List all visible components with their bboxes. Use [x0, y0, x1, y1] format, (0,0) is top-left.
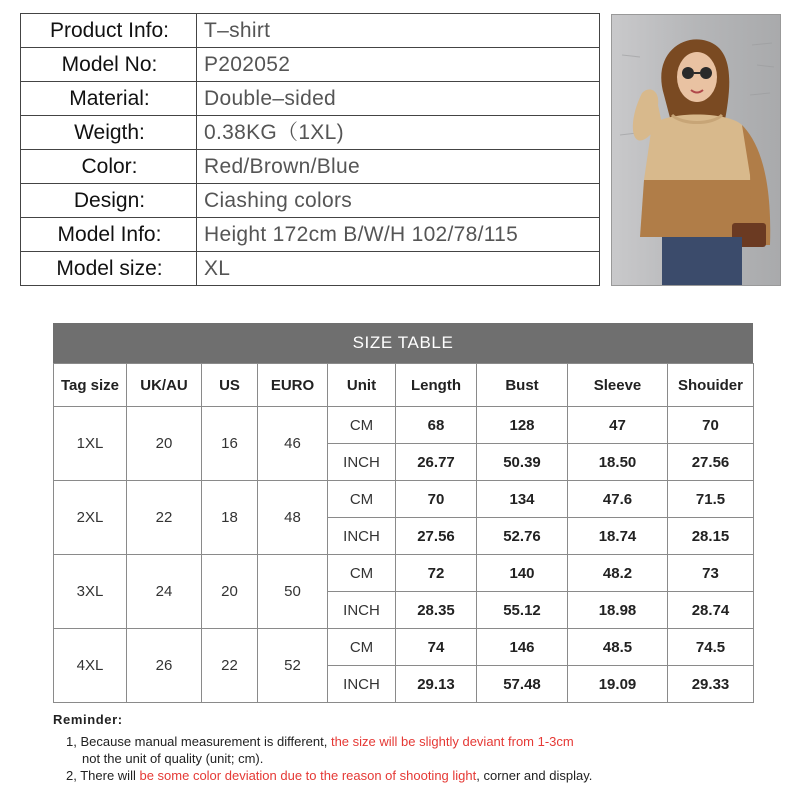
table-row	[54, 555, 754, 592]
length-cell: 70	[396, 481, 477, 518]
info-value: P202052	[197, 48, 600, 82]
tag-size-cell: 3XL	[54, 555, 127, 629]
col-header: US	[202, 364, 258, 407]
shoulder-cell: 74.5	[668, 629, 754, 666]
model-photo	[611, 14, 781, 286]
bust-cell: 57.48	[477, 666, 568, 703]
us-cell: 22	[202, 629, 258, 703]
reminder-highlight: the size will be slightly deviant from 1-3cm	[330, 734, 574, 749]
info-key: Color:	[81, 155, 138, 178]
col-header: EURO	[258, 364, 328, 407]
sleeve-cell: 18.98	[568, 592, 668, 629]
info-row	[21, 184, 600, 218]
info-row	[21, 48, 600, 82]
info-value: Double–sided	[197, 82, 600, 116]
uk-au-cell: 20	[127, 407, 202, 481]
unit-cell: CM	[328, 555, 396, 592]
shoulder-cell: 29.33	[668, 666, 754, 703]
shoulder-cell: 28.74	[668, 592, 754, 629]
bust-cell: 146	[477, 629, 568, 666]
unit-cell: INCH	[328, 592, 396, 629]
sleeve-cell: 18.74	[568, 518, 668, 555]
info-key: Model size:	[56, 257, 163, 280]
unit-cell: CM	[328, 407, 396, 444]
info-key: Material:	[69, 87, 150, 110]
tag-size-cell: 4XL	[54, 629, 127, 703]
info-value: 0.38KG（1XL)	[197, 116, 600, 150]
bust-cell: 128	[477, 407, 568, 444]
info-row	[21, 150, 600, 184]
reminder-line-1	[66, 733, 783, 751]
sleeve-cell: 18.50	[568, 444, 668, 481]
reminder-line-1-cont: not the unit of quality (unit; cm).	[82, 751, 264, 766]
size-table-header	[54, 364, 754, 407]
length-cell: 74	[396, 629, 477, 666]
euro-cell: 50	[258, 555, 328, 629]
model-illustration	[612, 15, 780, 285]
info-value: Ciashing colors	[197, 184, 600, 218]
length-cell: 68	[396, 407, 477, 444]
tag-size-cell: 2XL	[54, 481, 127, 555]
length-cell: 28.35	[396, 592, 477, 629]
info-value: Height 172cm B/W/H 102/78/115	[197, 218, 600, 252]
us-cell: 18	[202, 481, 258, 555]
sleeve-cell: 48.2	[568, 555, 668, 592]
info-value: Red/Brown/Blue	[197, 150, 600, 184]
info-value: XL	[197, 252, 600, 286]
info-row	[21, 116, 600, 150]
reminder-text: 2, There will	[66, 768, 140, 783]
unit-cell: INCH	[328, 444, 396, 481]
shoulder-cell: 71.5	[668, 481, 754, 518]
shoulder-cell: 28.15	[668, 518, 754, 555]
bust-cell: 140	[477, 555, 568, 592]
info-value: T–shirt	[197, 14, 600, 48]
length-cell: 26.77	[396, 444, 477, 481]
table-row	[54, 407, 754, 444]
table-row	[54, 481, 754, 518]
sleeve-cell: 19.09	[568, 666, 668, 703]
sleeve-cell: 48.5	[568, 629, 668, 666]
info-row	[21, 82, 600, 116]
info-key: Weigth:	[74, 121, 145, 144]
euro-cell: 48	[258, 481, 328, 555]
unit-cell: INCH	[328, 666, 396, 703]
col-header: Sleeve	[568, 364, 668, 407]
col-header: Unit	[328, 364, 396, 407]
sleeve-cell: 47	[568, 407, 668, 444]
bust-cell: 55.12	[477, 592, 568, 629]
info-row	[21, 218, 600, 252]
bust-cell: 50.39	[477, 444, 568, 481]
euro-cell: 46	[258, 407, 328, 481]
size-table	[53, 363, 754, 703]
length-cell: 27.56	[396, 518, 477, 555]
info-row	[21, 252, 600, 286]
shoulder-cell: 73	[668, 555, 754, 592]
product-info-table	[20, 13, 600, 286]
col-header: Shouider	[668, 364, 754, 407]
reminder-line-2	[66, 767, 783, 785]
col-header: Tag size	[54, 364, 127, 407]
col-header: Bust	[477, 364, 568, 407]
us-cell: 20	[202, 555, 258, 629]
reminder-section	[53, 712, 783, 785]
info-row	[21, 14, 600, 48]
us-cell: 16	[202, 407, 258, 481]
unit-cell: CM	[328, 481, 396, 518]
reminder-text: , corner and display.	[476, 768, 593, 783]
shoulder-cell: 70	[668, 407, 754, 444]
table-row	[54, 629, 754, 666]
euro-cell: 52	[258, 629, 328, 703]
size-table-title: SIZE TABLE	[53, 323, 753, 363]
reminder-highlight: be some color deviation due to the reason of shooting light	[139, 768, 477, 783]
bust-cell: 52.76	[477, 518, 568, 555]
uk-au-cell: 26	[127, 629, 202, 703]
length-cell: 72	[396, 555, 477, 592]
col-header: Length	[396, 364, 477, 407]
info-key: Model No:	[61, 53, 158, 76]
info-key: Design:	[73, 189, 146, 212]
bust-cell: 134	[477, 481, 568, 518]
uk-au-cell: 24	[127, 555, 202, 629]
info-key: Model Info:	[57, 223, 162, 246]
sleeve-cell: 47.6	[568, 481, 668, 518]
tag-size-cell: 1XL	[54, 407, 127, 481]
uk-au-cell: 22	[127, 481, 202, 555]
info-key: Product Info:	[49, 19, 170, 42]
shoulder-cell: 27.56	[668, 444, 754, 481]
col-header: UK/AU	[127, 364, 202, 407]
length-cell: 29.13	[396, 666, 477, 703]
reminder-text: 1, Because manual measurement is different,	[66, 734, 331, 749]
reminder-title: Reminder:	[53, 712, 123, 727]
unit-cell: CM	[328, 629, 396, 666]
unit-cell: INCH	[328, 518, 396, 555]
